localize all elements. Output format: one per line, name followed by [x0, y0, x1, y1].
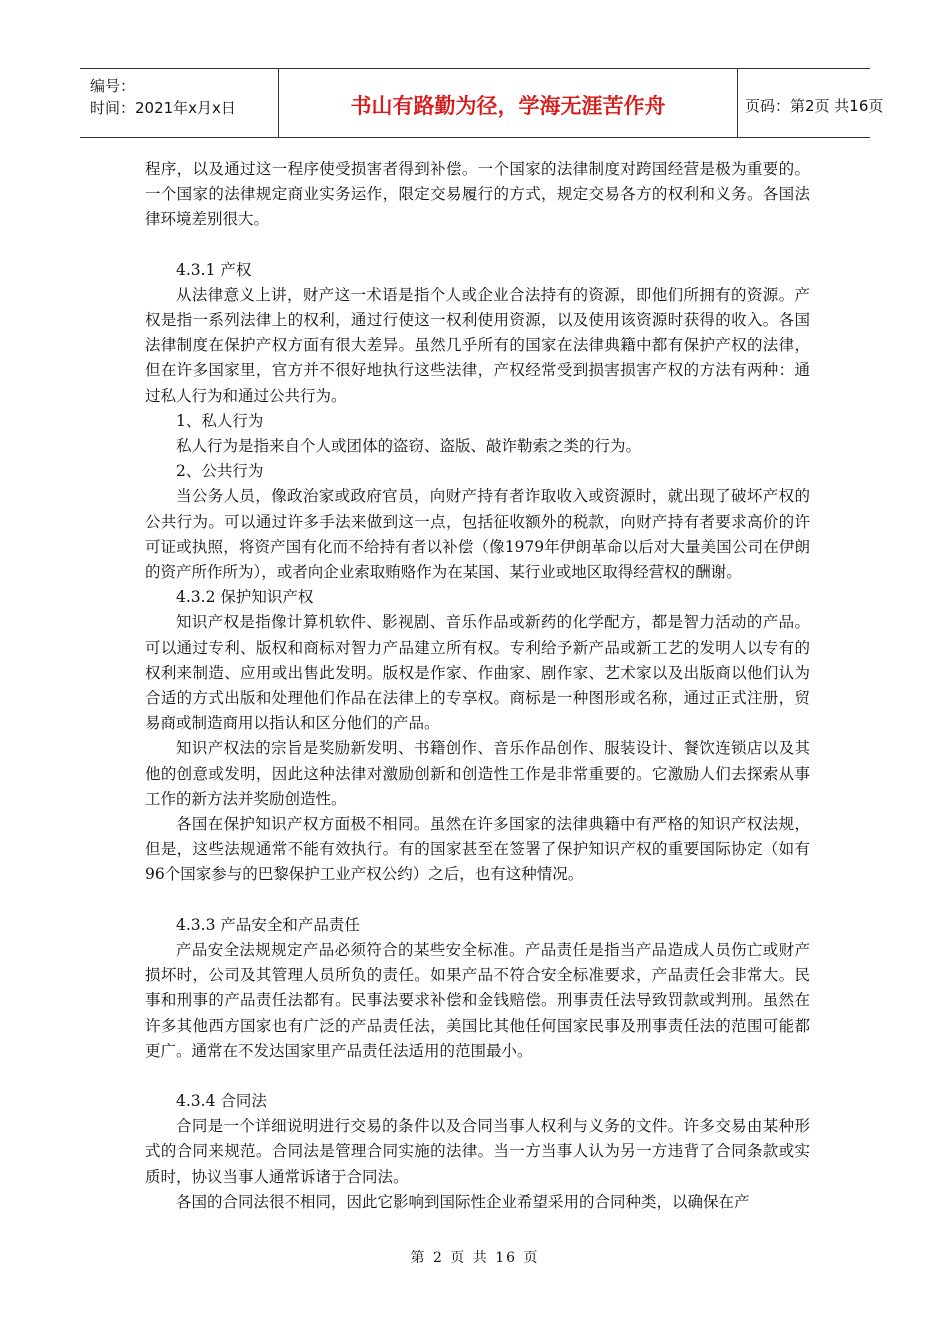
paragraph: 产品安全法规规定产品必须符合的某些安全标准。产品责任是指当产品造成人员伤亡或财产损坏时，公司及其管理人员所负的责任。如果产品不符合安全标准要求，产品责任会非常大。民事和刑事的产品责任法都有。民事法要求补偿和金钱赔偿。刑事责任法导致罚款或判刑。虽然在许多其他西方国家也有广泛的产品责任法，美国比其他任何国家民事及刑事责任法的范围可能都更广。通常在不发达国家里产品责任法适用的范围最小。 [145, 940, 810, 1060]
section-heading: 4.3.1 产权 [176, 260, 252, 279]
document-date-label: 时间：2021年x月x日 [90, 99, 236, 117]
section-heading: 4.3.2 保护知识产权 [176, 588, 314, 607]
document-body [145, 157, 810, 1215]
paragraph: 合同是一个详细说明进行交易的条件以及合同当事人权利与义务的文件。许多交易由某种形式的合同来规范。合同法是管理合同实施的法律。当一方当事人认为另一方违背了合同条款或实质时，协议当事人通常诉诸于合同法。 [145, 1117, 810, 1186]
document-number-label: 编号： [90, 77, 136, 95]
header-right-cell [737, 69, 884, 137]
paragraph: 私人行为是指来自个人或团体的盗窃、盗版、敲诈勒索之类的行为。 [176, 437, 642, 456]
page-footer: 第 2 页 共 16 页 [410, 1250, 540, 1266]
paragraph: 2、公共行为 [176, 462, 264, 481]
header-left-cell [80, 69, 278, 137]
paragraph: 1、私人行为 [176, 411, 264, 430]
paragraph: 各国的合同法很不相同，因此它影响到国际性企业希望采用的合同种类，以确保在产 [176, 1192, 750, 1211]
section-heading: 4.3.4 合同法 [176, 1091, 267, 1110]
paragraph: 知识产权法的宗旨是奖励新发明、书籍创作、音乐作品创作、服装设计、餐饮连锁店以及其他的创意或发明，因此这种法律对激励创新和创造性工作是非常重要的。它激励人们去探索从事工作的新方法并奖励创造性。 [145, 739, 810, 808]
header-motto-cell [278, 69, 738, 137]
page-header [80, 68, 884, 138]
section-heading: 4.3.3 产品安全和产品责任 [176, 915, 360, 934]
paragraph: 从法律意义上讲，财产这一术语是指个人或企业合法持有的资源，即他们所拥有的资源。产权是指一系列法律上的权利，通过行使这一权利使用资源，以及使用该资源时获得的收入。各国法律制度在保护产权方面有很大差异。虽然几乎所有的国家在法律典籍中都有保护产权的法律，但在许多国家里，官方并不很好地执行这些法律，产权经常受到损害损害产权的方法有两种：通过私人行为和通过公共行为。 [145, 285, 810, 405]
paragraph: 程序，以及通过这一程序使受损害者得到补偿。一个国家的法律制度对跨国经营是极为重要的。一个国家的法律规定商业实务运作，限定交易履行的方式，规定交易各方的权利和义务。各国法律环境差别很大。 [145, 160, 810, 229]
page-indicator: 页码：第2页 共16页 [745, 97, 884, 115]
header-motto: 书山有路勤为径，学海无涯苦作舟 [350, 94, 666, 118]
paragraph: 当公务人员，像政治家或政府官员，向财产持有者诈取收入或资源时，就出现了破坏产权的公共行为。可以通过许多手法来做到这一点，包括征收额外的税款，向财产持有者要求高价的许可证或执照，将资产国有化而不给持有者以补偿（像1979年伊朗革命以后对大量美国公司在伊朗的资产所作所为），或者向企业索取贿赂作为在某国、某行业或地区取得经营权的酬谢。 [145, 487, 810, 582]
paragraph: 知识产权是指像计算机软件、影视剧、音乐作品或新药的化学配方，都是智力活动的产品。可以通过专利、版权和商标对智力产品建立所有权。专利给予新产品或新工艺的发明人以专有的权利来制造、应用或出售此发明。版权是作家、作曲家、剧作家、艺术家以及出版商以他们认为合适的方式出版和处理他们作品在法律上的专享权。商标是一种图形或名称，通过正式注册，贸易商或制造商用以指认和区分他们的产品。 [145, 613, 810, 733]
paragraph: 各国在保护知识产权方面极不相同。虽然在许多国家的法律典籍中有严格的知识产权法规，但是，这些法规通常不能有效执行。有的国家甚至在签署了保护知识产权的重要国际协定（如有96个国家参与的巴黎保护工业产权公约）之后，也有这种情况。 [145, 815, 810, 884]
